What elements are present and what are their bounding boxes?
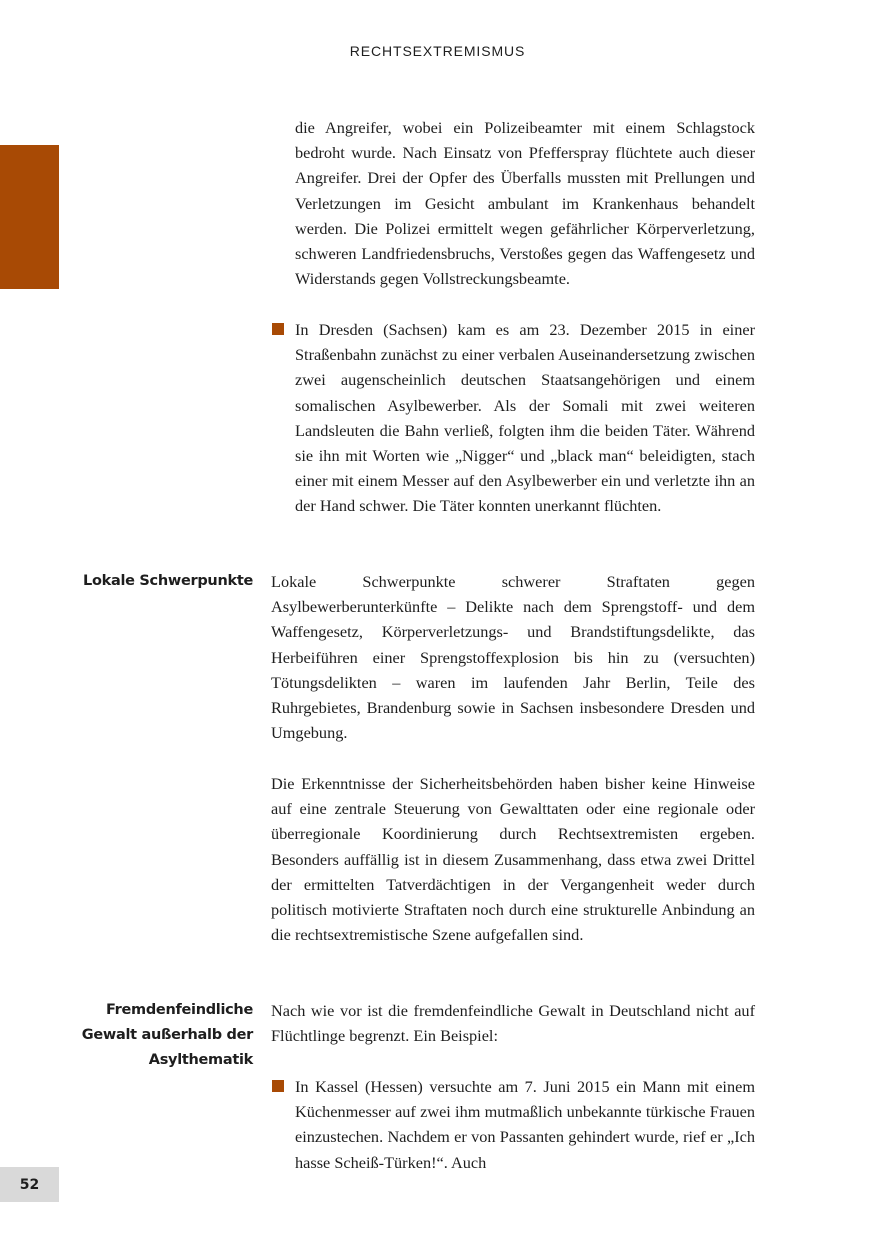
margin-heading-line: Fremdenfeindliche [105,1002,253,1018]
page-number: 52 [0,1167,59,1202]
running-header: RECHTSEXTREMISMUS [349,43,526,59]
margin-heading-lokale-schwerpunkte [53,569,253,594]
bullet-item-kassel: In Kassel (Hessen) versuchte am 7. Juni 2015 ein Mann mit einem Küchenmesser auf zwei ihm mutmaßlich unbekannte türkische Frauen einzustechen. Nachdem er von Passanten gehindert wurde, rief er „Ich hasse Scheiß-Türken!“. Auch [295,1077,755,1172]
bullet-item-dresden: In Dresden (Sachsen) kam es am 23. Dezember 2015 in einer Straßenbahn zunächst zu einer verbalen Auseinandersetzung zwischen zwei augenscheinlich deutschen Staatsangehörigen und einem somalischen Asylbewerber. Als der Somali mit zwei weiteren Landsleuten die Bahn verließ, folgten ihm die beiden Täter. Während sie ihn mit Worten wie „Nigger“ und „black man“ beleidigten, stach einer mit einem Messer auf den Asylbewerber ein und verletzte ihn an der Hand schwer. Die Täter konnten unerkannt flüchten. [295,320,755,516]
margin-heading-line: Gewalt außerhalb der [81,1027,253,1044]
continued-paragraph: die Angreifer, wobei ein Polizeibeamter mit einem Schlagstock bedroht wurde. Nach Einsatz von Pfefferspray flüchtete auch dieser Angreifer. Drei der Opfer des Überfalls mussten mit Prellungen und Verletzungen im Gesicht ambulant im Krankenhaus behandelt werden. Die Polizei ermittelt wegen gefährlicher Körperverletzung, schweren Landfriedensbruchs, Verstoßes gegen das Waffengesetz und Widerstands gegen Vollstreckungsbeamte. [295,118,755,289]
margin-heading-line: Lokale Schwerpunkte [83,573,253,589]
square-bullet-icon [272,1080,284,1092]
margin-heading-line: Asylthematik [148,1052,253,1069]
square-bullet-icon [272,323,284,335]
paragraph-erkenntnisse: Die Erkenntnisse der Sicherheitsbehörden haben bisher keine Hinweise auf eine zentrale Steuerung von Gewalttaten oder eine regionale oder überregionale Koordinierung durch Rechtsextremisten ergeben. Besonders auffällig ist in diesem Zusammenhang, dass etwa zwei Drittel der ermittelten Tatverdächtigen in der Vergangenheit weder durch politisch motivierte Straftaten noch durch eine strukturelle Anbindung an die rechtsextremistische Szene aufgefallen sind. [271,774,755,945]
paragraph-fremdenfeindliche-gewalt: Nach wie vor ist die fremdenfeindliche Gewalt in Deutschland nicht auf Flüchtlinge begrenzt. Ein Beispiel: [271,1001,755,1046]
margin-heading-fremdenfeindliche-gewalt [53,998,253,1074]
chapter-color-tab [0,145,59,289]
paragraph-lokale-schwerpunkte: Lokale Schwerpunkte schwerer Straftaten gegen Asylbewerberunterkünfte – Delikte nach dem Sprengstoff- und dem Waffengesetz, Körperverletzungs- und Brandstiftungsdelikte, das Herbeiführen einer Sprengstoffexplosion bis hin zu (versuchten) Tötungsdelikten – waren im laufenden Jahr Berlin, Teile des Ruhrgebietes, Brandenburg sowie in Sachsen insbesondere Dresden und Umgebung. [271,572,755,743]
